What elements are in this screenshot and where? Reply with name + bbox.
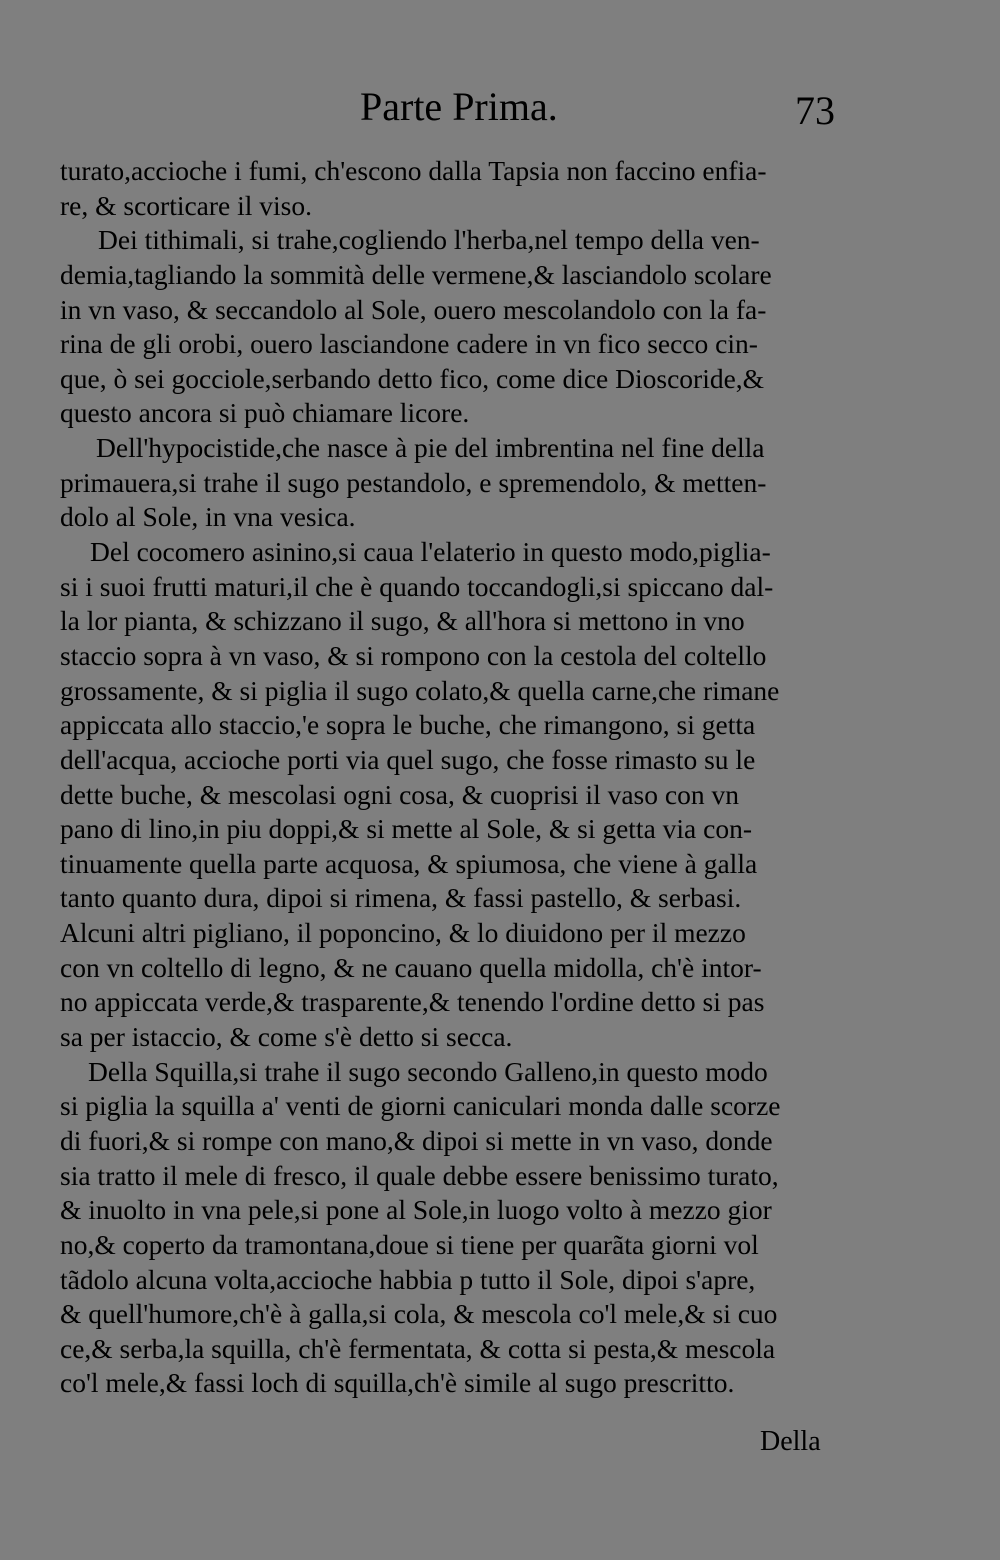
text-line: staccio sopra à vn vaso, & si rompono con la cestola del coltello [60,639,767,671]
text-line: in vn vaso, & seccandolo al Sole, ouero mescolandolo con la fa- [60,293,767,325]
catchword: Della [760,1426,821,1457]
body-text [60,154,895,1401]
running-head [0,82,1000,132]
text-line: la lor pianta, & schizzano il sugo, & all'hora si mettono in vno [60,605,745,637]
text-line: & inuolto in vna pele,si pone al Sole,in luogo volto à mezzo gior [60,1194,772,1226]
text-line: que, ò sei gocciole,serbando detto fico, come dice Dioscoride,& [60,362,765,394]
text-line: ce,& serba,la squilla, ch'è fermentata, & cotta si pesta,& mescola [60,1332,776,1364]
text-line: dette buche, & mescolasi ogni cosa, & cuoprisi il vaso con vn [60,778,739,810]
text-line: Dell'hypocistide,che nasce à pie del imbrentina nel fine della [96,432,765,464]
text-line: no appiccata verde,& trasparente,& tenendo l'ordine detto si pas [60,986,765,1018]
text-line: demia,tagliando la sommità delle vermene,& lasciandolo scolare [60,258,772,290]
text-line: questo ancora si può chiamare licore. [60,397,470,429]
text-line: Della Squilla,si trahe il sugo secondo Galleno,in questo modo [88,1055,768,1087]
page-number: 73 [795,88,835,133]
text-line: con vn coltello di legno, & ne cauano quella midolla, ch'è intor- [60,951,762,983]
text-line: si piglia la squilla a' venti de giorni caniculari monda dalle scorze [60,1090,781,1122]
text-line: turato,accioche i fumi, ch'escono dalla Tapsia non faccino enfia- [60,155,767,186]
text-line: & quell'humore,ch'è à galla,si cola, & mescola co'l mele,& si cuo [60,1298,778,1330]
text-line: dolo al Sole, in vna vesica. [60,501,356,533]
text-line: Alcuni altri pigliano, il poponcino, & lo diuidono per il mezzo [60,917,746,949]
text-line: grossamente, & si piglia il sugo colato,& quella carne,che rimane [60,674,780,706]
text-line: di fuori,& si rompe con mano,& dipoi si mette in vn vaso, donde [60,1124,773,1156]
text-line: tãdolo alcuna volta,accioche habbia p tutto il Sole, dipoi s'apre, [60,1263,756,1295]
text-line: si i suoi frutti maturi,il che è quando toccandogli,si spiccano dal- [60,570,774,602]
text-line: primauera,si trahe il sugo pestandolo, e spremendolo, & metten- [60,466,767,498]
text-line: appiccata allo staccio,'e sopra le buche, che rimangono, si getta [60,709,756,741]
text-line: sia tratto il mele di fresco, il quale debbe essere benissimo turato, [60,1159,779,1191]
text-line: no,& coperto da tramontana,doue si tiene per quarãta giorni vol [60,1228,759,1260]
text-line: tanto quanto dura, dipoi si rimena, & fassi pastello, & serbasi. [60,882,742,914]
text-line: tinuamente quella parte acquosa, & spiumosa, che viene à galla [60,847,758,879]
text-line: co'l mele,& fassi loch di squilla,ch'è simile al sugo prescritto. [60,1367,735,1399]
text-line: dell'acqua, accioche porti via quel sugo, che fosse rimasto su le [60,743,756,775]
page-title: Parte Prima. [360,84,558,129]
text-line: Dei tithimali, si trahe,cogliendo l'herba,nel tempo della ven- [98,224,760,256]
text-line: rina de gli orobi, ouero lasciandone cadere in vn fico secco cin- [60,328,758,360]
text-line: Del cocomero asinino,si caua l'elaterio in questo modo,piglia- [90,536,771,568]
text-line: pano di lino,in piu doppi,& si mette al Sole, & si getta via con- [60,813,752,845]
text-line: re, & scorticare il viso. [60,189,312,221]
text-line: sa per istaccio, & come s'è detto si secca. [60,1021,513,1053]
